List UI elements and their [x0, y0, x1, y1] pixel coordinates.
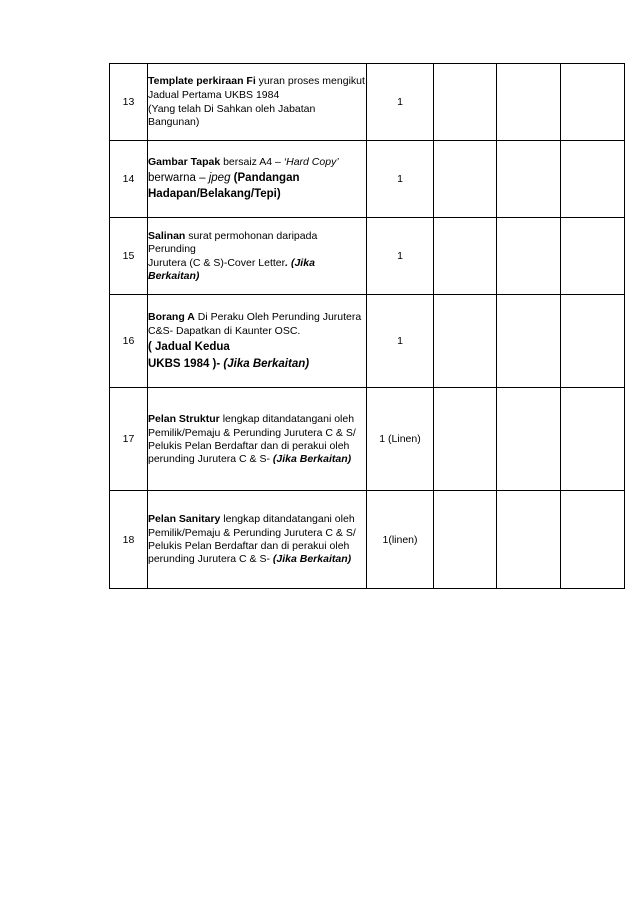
- row-number: 15: [110, 218, 148, 295]
- description-text: Salinan: [148, 229, 186, 242]
- description-text: Pelan Sanitary: [148, 513, 221, 525]
- empty-check-cell-2: [497, 388, 561, 491]
- empty-check-cell-1: [434, 141, 497, 218]
- item-description: [148, 218, 367, 295]
- description-text: UKBS 1984 )-: [148, 357, 224, 370]
- empty-check-cell-2: [497, 491, 561, 589]
- description-text: Jadual Pertama UKBS 1984: [148, 89, 280, 101]
- quantity-cell: 1(linen): [367, 491, 434, 589]
- item-description: [148, 491, 367, 589]
- quantity-cell: 1: [367, 295, 434, 388]
- empty-check-cell-1: [434, 218, 497, 295]
- empty-check-cell-2: [497, 141, 561, 218]
- description-text: lengkap ditandatangani oleh: [220, 513, 355, 525]
- description-line: [148, 257, 366, 283]
- description-text: yuran proses mengikut: [255, 75, 365, 87]
- description-line: [148, 325, 366, 338]
- description-text: berwarna –: [148, 172, 209, 184]
- item-description: [148, 295, 367, 388]
- description-text: (Pandangan Hadapan/Belakang/Tepi): [148, 172, 300, 200]
- description-text: Borang A: [148, 310, 195, 323]
- description-text: . (Jika Berkaitan): [148, 256, 315, 282]
- description-text: Pemilik/Pemaju & Perunding Jurutera C & S/ Pelukis Pelan Berdaftar dan di perakui oleh perunding Jurutera C & S-: [148, 527, 356, 565]
- description-text: Template perkiraan Fi: [148, 75, 256, 87]
- description-text: C&S- Dapatkan di Kaunter OSC.: [148, 324, 301, 337]
- empty-check-cell-3: [561, 218, 625, 295]
- empty-check-cell-2: [497, 218, 561, 295]
- empty-check-cell-3: [561, 295, 625, 388]
- item-description: [148, 141, 367, 218]
- description-line: [148, 230, 366, 256]
- description-line: [148, 339, 366, 355]
- description-text: jpeg: [208, 172, 231, 184]
- empty-check-cell-3: [561, 388, 625, 491]
- description-text: Di Peraku Oleh Perunding Jurutera: [194, 310, 362, 323]
- row-number: 14: [110, 141, 148, 218]
- description-line: [148, 89, 366, 102]
- empty-check-cell-1: [434, 295, 497, 388]
- empty-check-cell-2: [497, 295, 561, 388]
- empty-check-cell-1: [434, 388, 497, 491]
- description-text: (Yang telah Di Sahkan oleh Jabatan Bangunan): [148, 103, 316, 128]
- table-row: [110, 295, 625, 388]
- table-row: [110, 491, 625, 589]
- description-text: Pemilik/Pemaju & Perunding Jurutera C & S/ Pelukis Pelan Berdaftar dan di perakui oleh perunding Jurutera C & S-: [148, 426, 356, 465]
- description-line: [148, 427, 366, 466]
- quantity-cell: 1 (Linen): [367, 388, 434, 491]
- description-line: [148, 513, 366, 526]
- item-description: [148, 64, 367, 141]
- empty-check-cell-3: [561, 64, 625, 141]
- description-text: ‘Hard Copy’: [283, 156, 339, 168]
- description-text: Jurutera (C & S)-Cover Letter: [148, 256, 286, 269]
- description-text: (Jika Berkaitan): [272, 452, 352, 465]
- description-text: bersaiz A4 –: [220, 156, 284, 168]
- description-line: [148, 170, 366, 202]
- empty-check-cell-1: [434, 64, 497, 141]
- description-text: lengkap ditandatangani oleh: [219, 412, 355, 425]
- description-text: (Jika Berkaitan): [223, 357, 310, 370]
- table-row: [110, 141, 625, 218]
- description-line: [148, 156, 366, 169]
- description-text: ( Jadual Kedua: [148, 340, 230, 353]
- row-number: 17: [110, 388, 148, 491]
- quantity-cell: 1: [367, 141, 434, 218]
- table-row: [110, 64, 625, 141]
- description-text: (Jika Berkaitan): [272, 553, 352, 565]
- description-line: [148, 413, 366, 426]
- description-line: [148, 75, 366, 88]
- quantity-cell: 1: [367, 218, 434, 295]
- description-text: Pelan Struktur: [148, 412, 220, 425]
- description-text: surat permohonan daripada Perunding: [148, 229, 318, 255]
- description-line: [148, 527, 366, 566]
- requirements-table: [109, 63, 625, 589]
- row-number: 16: [110, 295, 148, 388]
- quantity-cell: 1: [367, 64, 434, 141]
- item-description: [148, 388, 367, 491]
- description-text: Gambar Tapak: [148, 156, 221, 168]
- row-number: 13: [110, 64, 148, 141]
- table-row: [110, 218, 625, 295]
- row-number: 18: [110, 491, 148, 589]
- description-line: [148, 103, 366, 129]
- empty-check-cell-3: [561, 141, 625, 218]
- description-line: [148, 311, 366, 324]
- table-row: [110, 388, 625, 491]
- empty-check-cell-1: [434, 491, 497, 589]
- description-line: [148, 356, 366, 372]
- empty-check-cell-3: [561, 491, 625, 589]
- empty-check-cell-2: [497, 64, 561, 141]
